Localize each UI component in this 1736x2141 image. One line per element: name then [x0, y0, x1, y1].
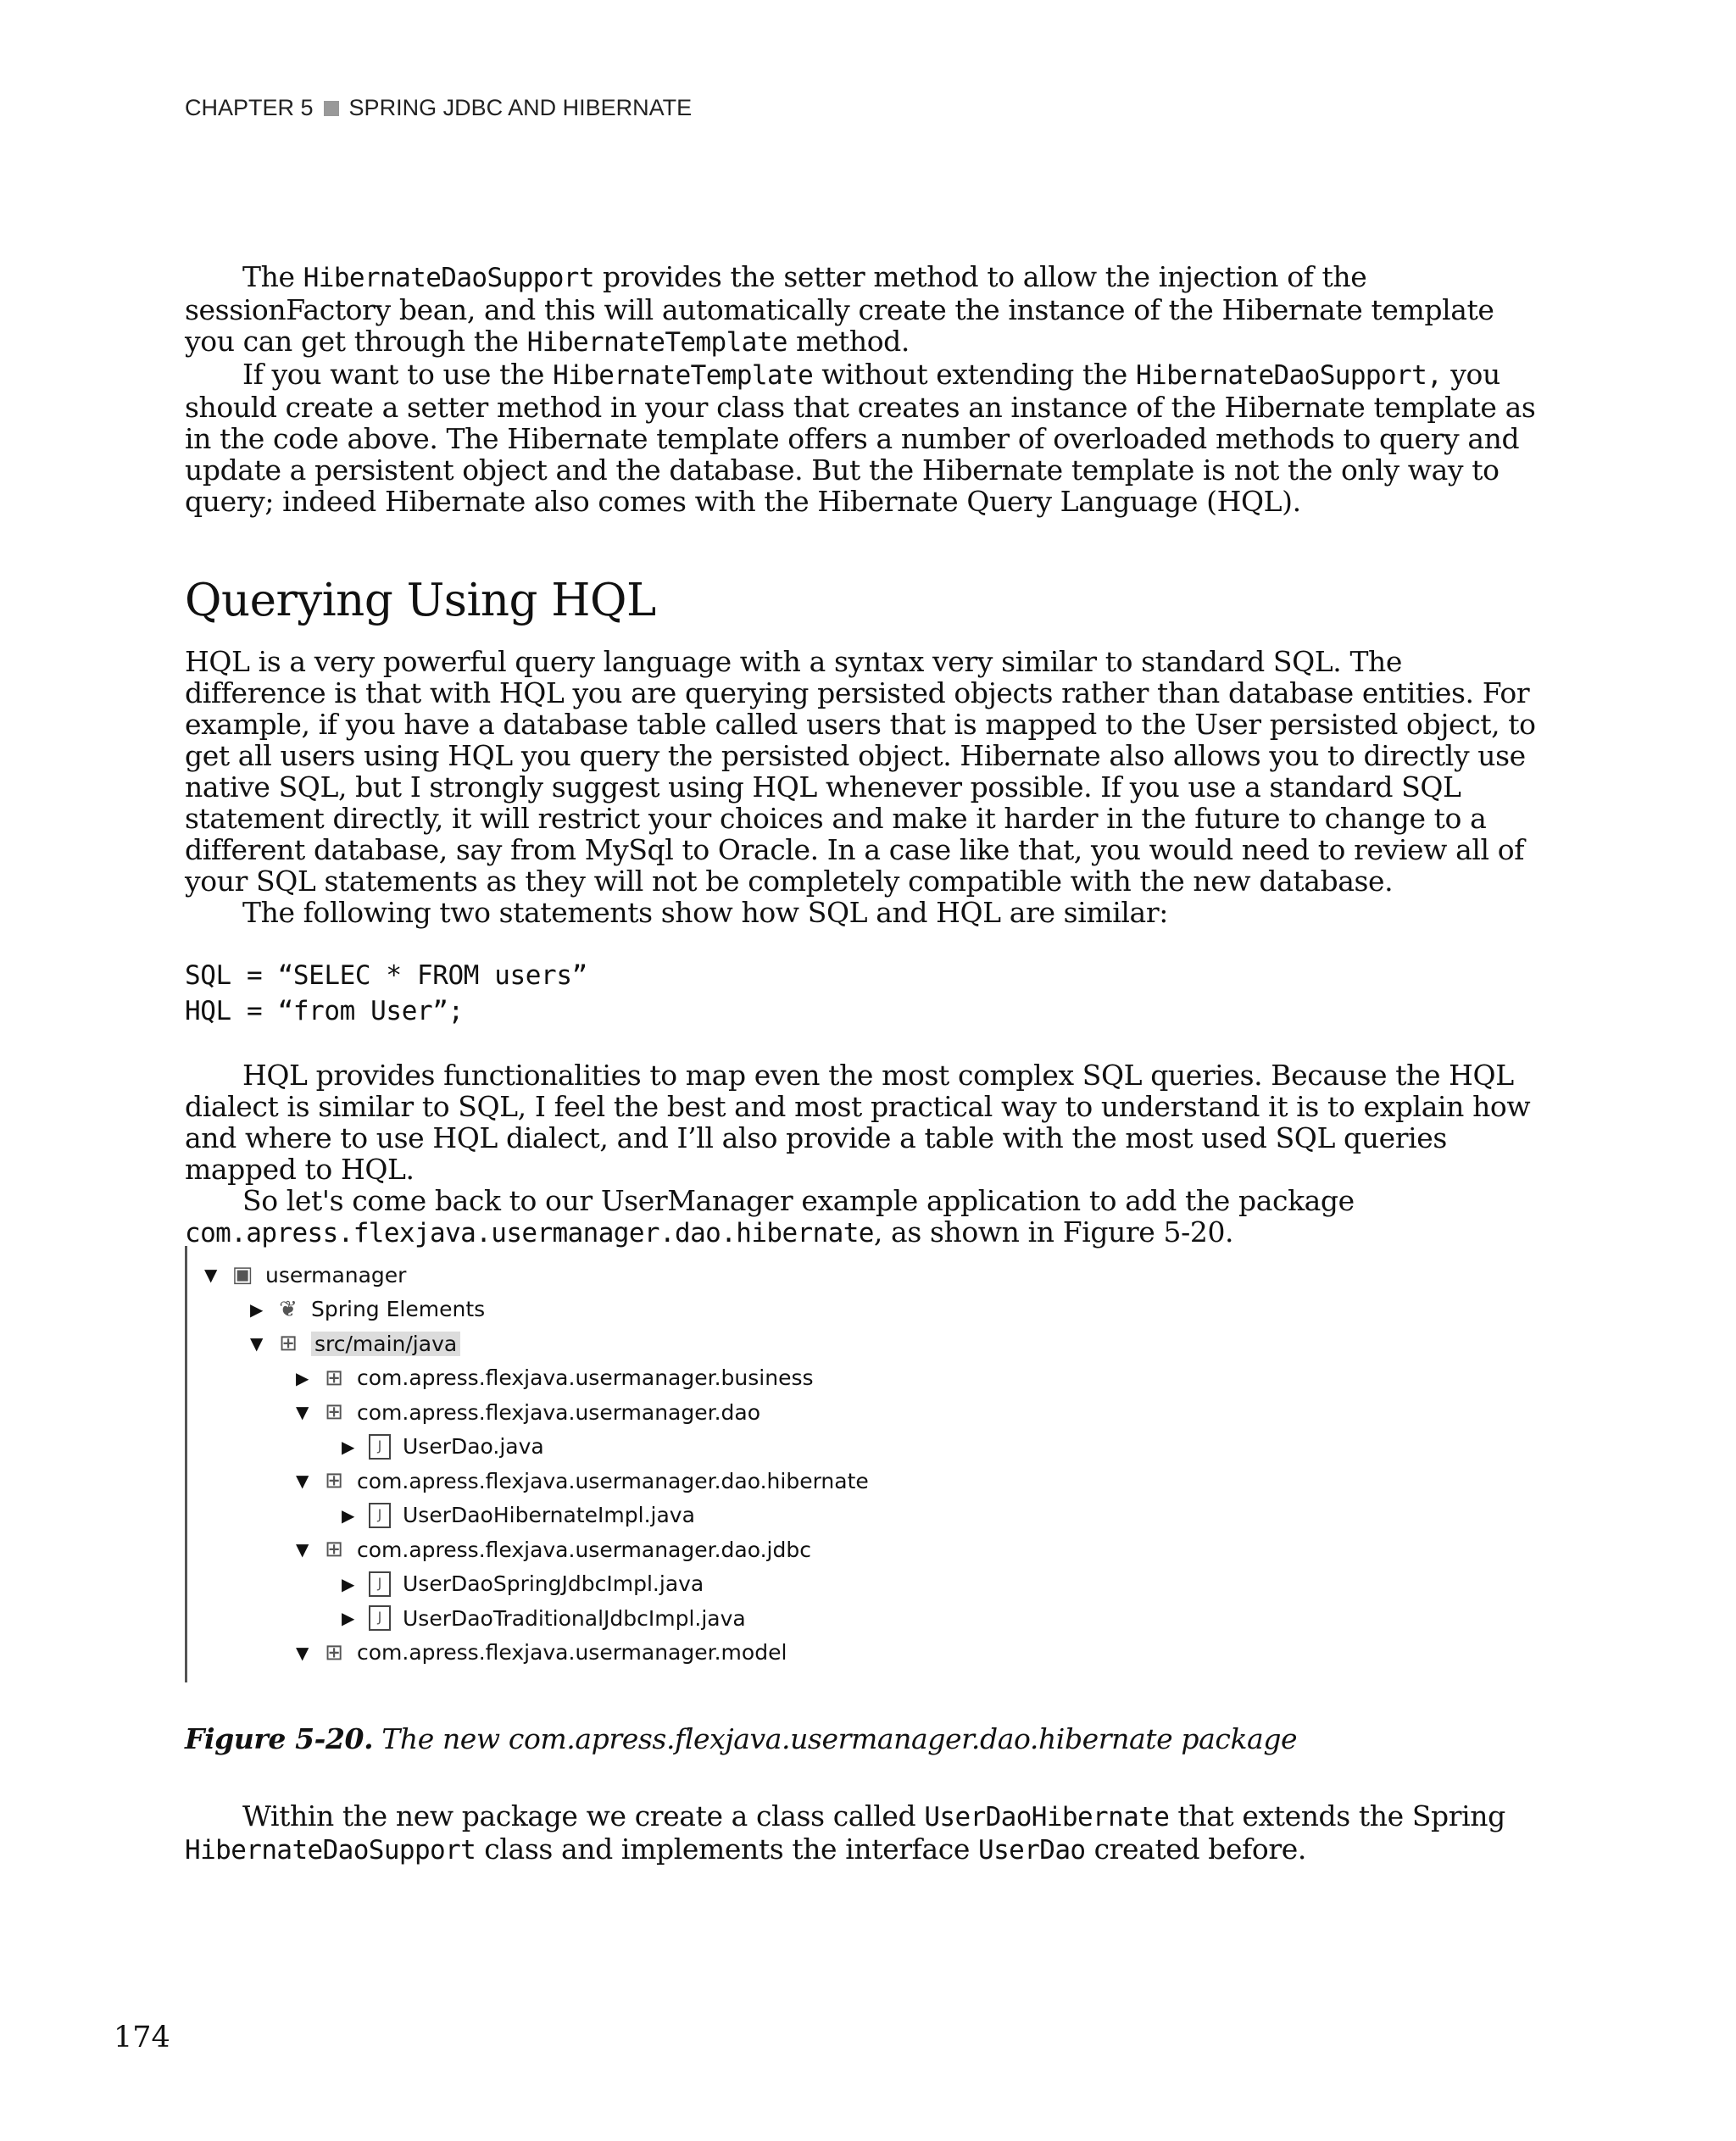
section-heading: Querying Using HQL [185, 575, 656, 626]
tree-item-label: src/main/java [311, 1332, 460, 1356]
figure-caption-text: The new com.apress.flexjava.usermanager.dao.hibernate package [381, 1722, 1298, 1755]
java-file-icon: J [364, 1571, 396, 1597]
tree-item-label: com.apress.flexjava.usermanager.dao.jdbc [357, 1537, 811, 1562]
hql-paragraph-2 [185, 897, 1551, 928]
tree-item-label: com.apress.flexjava.usermanager.business [357, 1365, 814, 1390]
running-header [185, 95, 692, 121]
code-listing [185, 958, 587, 1029]
project-icon: ▣ [231, 1262, 253, 1287]
hql-paragraph-1 [185, 646, 1551, 897]
tree-item[interactable] [296, 1464, 869, 1498]
tree-item-label: usermanager [265, 1262, 407, 1287]
tree-item-label: Spring Elements [311, 1297, 486, 1321]
tree-item[interactable] [296, 1532, 811, 1566]
intro-paragraph-1 [185, 261, 1551, 359]
expanded-triangle-icon[interactable]: ▼ [296, 1402, 309, 1422]
collapsed-triangle-icon[interactable]: ▶ [342, 1436, 355, 1457]
figure-number: Figure 5-20. [185, 1722, 374, 1755]
text-run: So let's come back to our UserManager example application to add the package [242, 1184, 1355, 1217]
after-code-section [185, 1059, 1551, 1249]
text-run: without extending the [813, 358, 1136, 391]
tree-item-label: UserDaoSpringJdbcImpl.java [403, 1571, 704, 1596]
expanded-triangle-icon[interactable]: ▼ [204, 1265, 218, 1285]
text-run: Within the new package we create a class called [242, 1799, 925, 1832]
header-square-icon [324, 101, 339, 116]
closing-section [185, 1800, 1551, 1866]
expanded-triangle-icon[interactable]: ▼ [250, 1333, 264, 1354]
inline-code: HibernateDaoSupport, [1135, 360, 1443, 391]
collapsed-triangle-icon[interactable]: ▶ [342, 1504, 355, 1526]
tree-item-label: UserDaoTraditionalJdbcImpl.java [403, 1605, 746, 1631]
tree-item-label: UserDaoHibernateImpl.java [403, 1503, 695, 1527]
hql-section [185, 646, 1551, 928]
java-file-icon: J [364, 1605, 396, 1631]
text-run: HQL provides functionalities to map even the most complex SQL queries. Because the HQL dialect is similar to SQL, I feel the best and most practical way to understand it is to explain how and where to use HQL dialect, and I’ll also provide a table with the most used SQL queries mapped to HQL. [185, 1059, 1531, 1186]
package-icon: ⊞ [325, 1365, 343, 1391]
tree-item[interactable] [296, 1636, 787, 1670]
package-icon: ⊞ [325, 1639, 343, 1666]
text-run: you should create a setter method in your class that creates an instance of the Hibernate template as in the code above. The Hibernate template offers a number of overloaded methods to query and update a persistent object and the database. But the Hibernate template is not the only way to query; indeed Hibernate also comes with the Hibernate Query Language (HQL). [185, 358, 1536, 518]
expanded-triangle-icon[interactable]: ▼ [296, 1471, 309, 1491]
package-icon: ⊞ [325, 1537, 343, 1562]
tree-item[interactable] [342, 1601, 746, 1635]
expanded-triangle-icon[interactable]: ▼ [296, 1539, 309, 1560]
tree-item-label: com.apress.flexjava.usermanager.model [357, 1640, 787, 1665]
package-icon: ⊞ [325, 1468, 343, 1493]
inline-code: HibernateTemplate [526, 327, 787, 358]
tree-item-label: com.apress.flexjava.usermanager.dao [357, 1399, 761, 1425]
text-run: The following two statements show how SQL and HQL are similar: [242, 896, 1168, 929]
code-line: SQL = “SELEC * FROM users” [185, 960, 587, 991]
text-run: If you want to use the [242, 358, 554, 391]
after-code-paragraph-2 [185, 1185, 1551, 1249]
intro-paragraph-2 [185, 359, 1551, 517]
tree-item[interactable] [342, 1430, 544, 1464]
inline-code: UserDao [978, 1835, 1086, 1866]
tree-item[interactable] [342, 1499, 695, 1532]
collapsed-triangle-icon[interactable]: ▶ [250, 1299, 264, 1320]
collapsed-triangle-icon[interactable]: ▶ [342, 1573, 355, 1594]
figure-caption [185, 1722, 1297, 1755]
tree-item[interactable] [296, 1361, 814, 1395]
text-run: that extends the Spring [1169, 1799, 1505, 1832]
text-run: created before. [1085, 1832, 1306, 1866]
expanded-triangle-icon[interactable]: ▼ [296, 1642, 309, 1663]
source-folder-icon: ⊞ [279, 1331, 298, 1356]
spring-leaf-icon: ❦ [279, 1296, 298, 1322]
text-run: method. [787, 325, 910, 358]
text-run: The [242, 260, 303, 293]
chapter-label: CHAPTER 5 [185, 95, 314, 120]
chapter-title: SPRING JDBC AND HIBERNATE [348, 95, 693, 120]
inline-code: com.apress.flexjava.usermanager.dao.hibernate [185, 1218, 874, 1248]
text-run: class and implements the interface [476, 1832, 979, 1866]
java-file-icon: J [364, 1434, 396, 1460]
tree-item-label: UserDao.java [403, 1434, 544, 1459]
closing-paragraph [185, 1800, 1551, 1866]
package-explorer-screenshot [185, 1246, 950, 1682]
code-line: HQL = “from User”; [185, 996, 464, 1026]
inline-code: HibernateTemplate [553, 360, 814, 391]
inline-code: HibernateDaoSupport [303, 263, 594, 293]
after-code-paragraph-1 [185, 1059, 1551, 1185]
page-number: 174 [114, 2021, 170, 2055]
tree-item[interactable] [250, 1326, 460, 1360]
tree-item[interactable] [296, 1395, 760, 1429]
inline-code: UserDaoHibernate [924, 1802, 1170, 1832]
tree-item-label: com.apress.flexjava.usermanager.dao.hibernate [357, 1468, 869, 1493]
inline-code: HibernateDaoSupport [185, 1835, 476, 1866]
tree-item[interactable] [250, 1293, 485, 1326]
text-run: HQL is a very powerful query language with a syntax very similar to standard SQL. The difference is that with HQL you are querying persisted objects rather than database entities. For example, if you have a database table called users that is mapped to the User persisted object, to get all users using HQL you query the persisted object. Hibernate also allows you to directly use native SQL, but I strongly suggest using HQL whenever possible. If you use a standard SQL statement directly, it will restrict your choices and make it harder in the future to change to a different database, say from MySql to Oracle. In a case like that, you would need to review all of your SQL statements as they will not be completely compatible with the new database. [185, 645, 1536, 898]
text-run: , as shown in Figure 5-20. [873, 1215, 1234, 1248]
package-icon: ⊞ [325, 1399, 343, 1425]
java-file-icon: J [364, 1503, 396, 1528]
collapsed-triangle-icon[interactable]: ▶ [342, 1608, 355, 1628]
collapsed-triangle-icon[interactable]: ▶ [296, 1367, 309, 1388]
tree-item[interactable] [204, 1258, 406, 1292]
text-run: provides the setter method to allow the injection of the sessionFactory bean, and this will automatically create the instance of the Hibernate template you can get through the [185, 260, 1494, 358]
tree-item[interactable] [342, 1567, 704, 1601]
intro-section [185, 261, 1551, 517]
